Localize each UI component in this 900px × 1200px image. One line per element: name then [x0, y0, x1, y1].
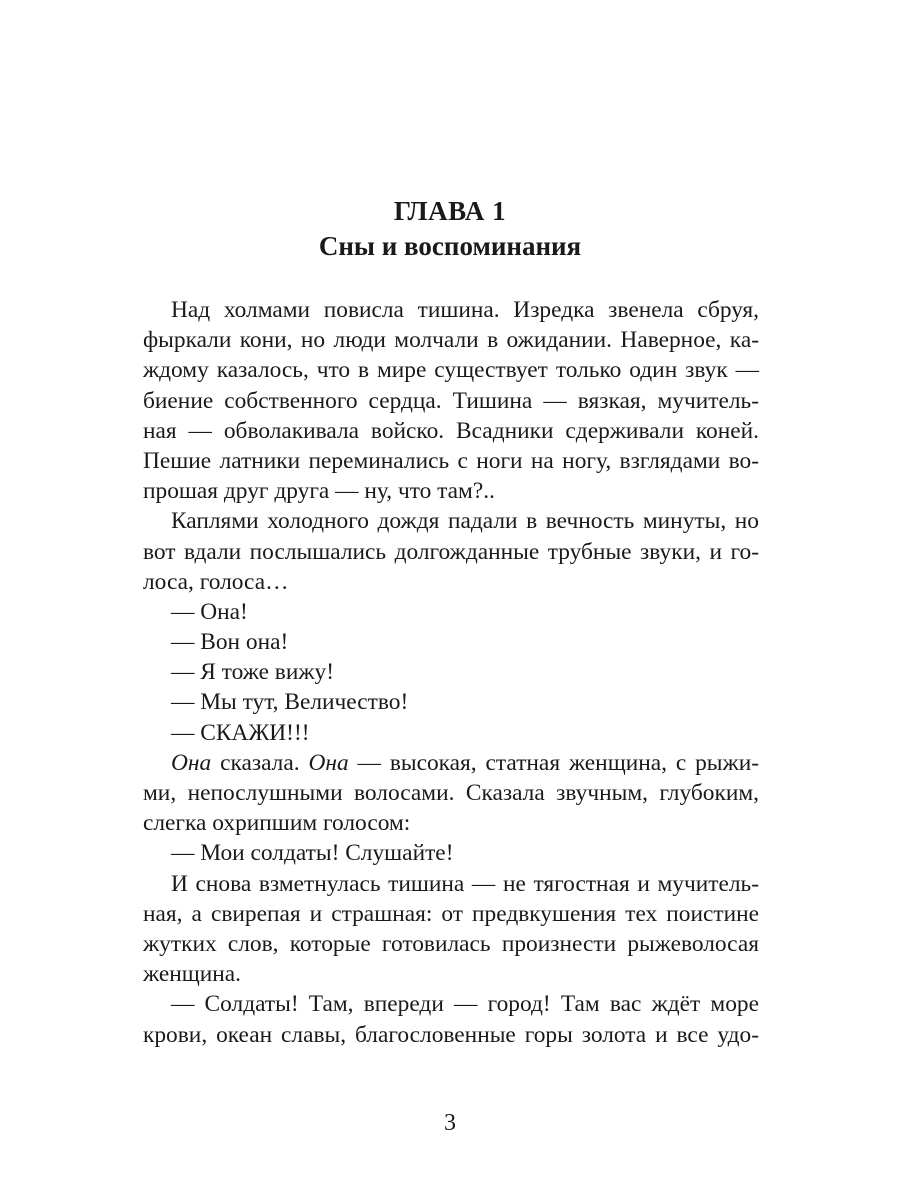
text-line: Каплями холодного дождя падали в вечность минуты, но: [171, 508, 759, 535]
text-line: жутких слов, которые готовилась произнести рыжеволосая: [143, 930, 759, 957]
chapter-body: [143, 295, 759, 1050]
dialogue-line: — Она!: [171, 598, 248, 625]
text-line: слегка охрипшим голосом:: [143, 810, 411, 837]
text-line: [143, 748, 759, 778]
text-line: крови, океан славы, благословенные горы золота и все удо-: [143, 1021, 759, 1048]
text-line: И снова взметнулась тишина — не тягостная и мучитель-: [171, 870, 759, 897]
chapter-number: ГЛАВА 1: [393, 196, 507, 226]
text-line: лоса, голоса…: [143, 568, 289, 595]
dialogue-line: — Вон она!: [171, 629, 289, 656]
text-line: фыркали кони, но люди молчали в ожидании. Наверное, ка-: [143, 327, 759, 354]
emphasis: Она: [308, 749, 349, 776]
page-number: 3: [444, 1110, 456, 1136]
emphasis: Она: [171, 749, 212, 776]
dialogue-line: — Мои солдаты! Слушайте!: [171, 840, 454, 867]
text-line: ная — обволакивала войско. Всадники сдерживали коней.: [143, 417, 759, 444]
text-fragment: сказала.: [211, 749, 309, 776]
text-line: Над холмами повисла тишина. Изредка звенела сбруя,: [171, 297, 759, 323]
dialogue-line: — Солдаты! Там, впереди — город! Там вас ждёт море: [171, 991, 759, 1018]
chapter-title: Сны и воспоминания: [318, 231, 582, 261]
dialogue-line: — Я тоже вижу!: [171, 659, 335, 686]
text-line: биение собственного сердца. Тишина — вязкая, мучитель-: [143, 387, 759, 414]
dialogue-line: — Мы тут, Величество!: [171, 689, 409, 716]
text-line: ми, непослушными волосами. Сказала звучным, глубоким,: [143, 780, 759, 806]
text-fragment: — высокая, статная женщина, с рыжи-: [348, 749, 759, 776]
text-line: Пешие латники переминались с ноги на ногу, взглядами во-: [143, 447, 759, 474]
text-line: вот вдали послышались долгожданные трубные звуки, и го-: [143, 538, 759, 565]
text-line: женщина.: [143, 961, 242, 988]
text-line: ная, а свирепая и страшная: от предвкушения тех поистине: [143, 900, 759, 927]
text-line: ждому казалось, что в мире существует только один звук —: [143, 357, 759, 384]
dialogue-line: — СКАЖИ!!!: [171, 719, 310, 746]
text-line: прошая друг друга — ну, что там?..: [143, 478, 495, 505]
